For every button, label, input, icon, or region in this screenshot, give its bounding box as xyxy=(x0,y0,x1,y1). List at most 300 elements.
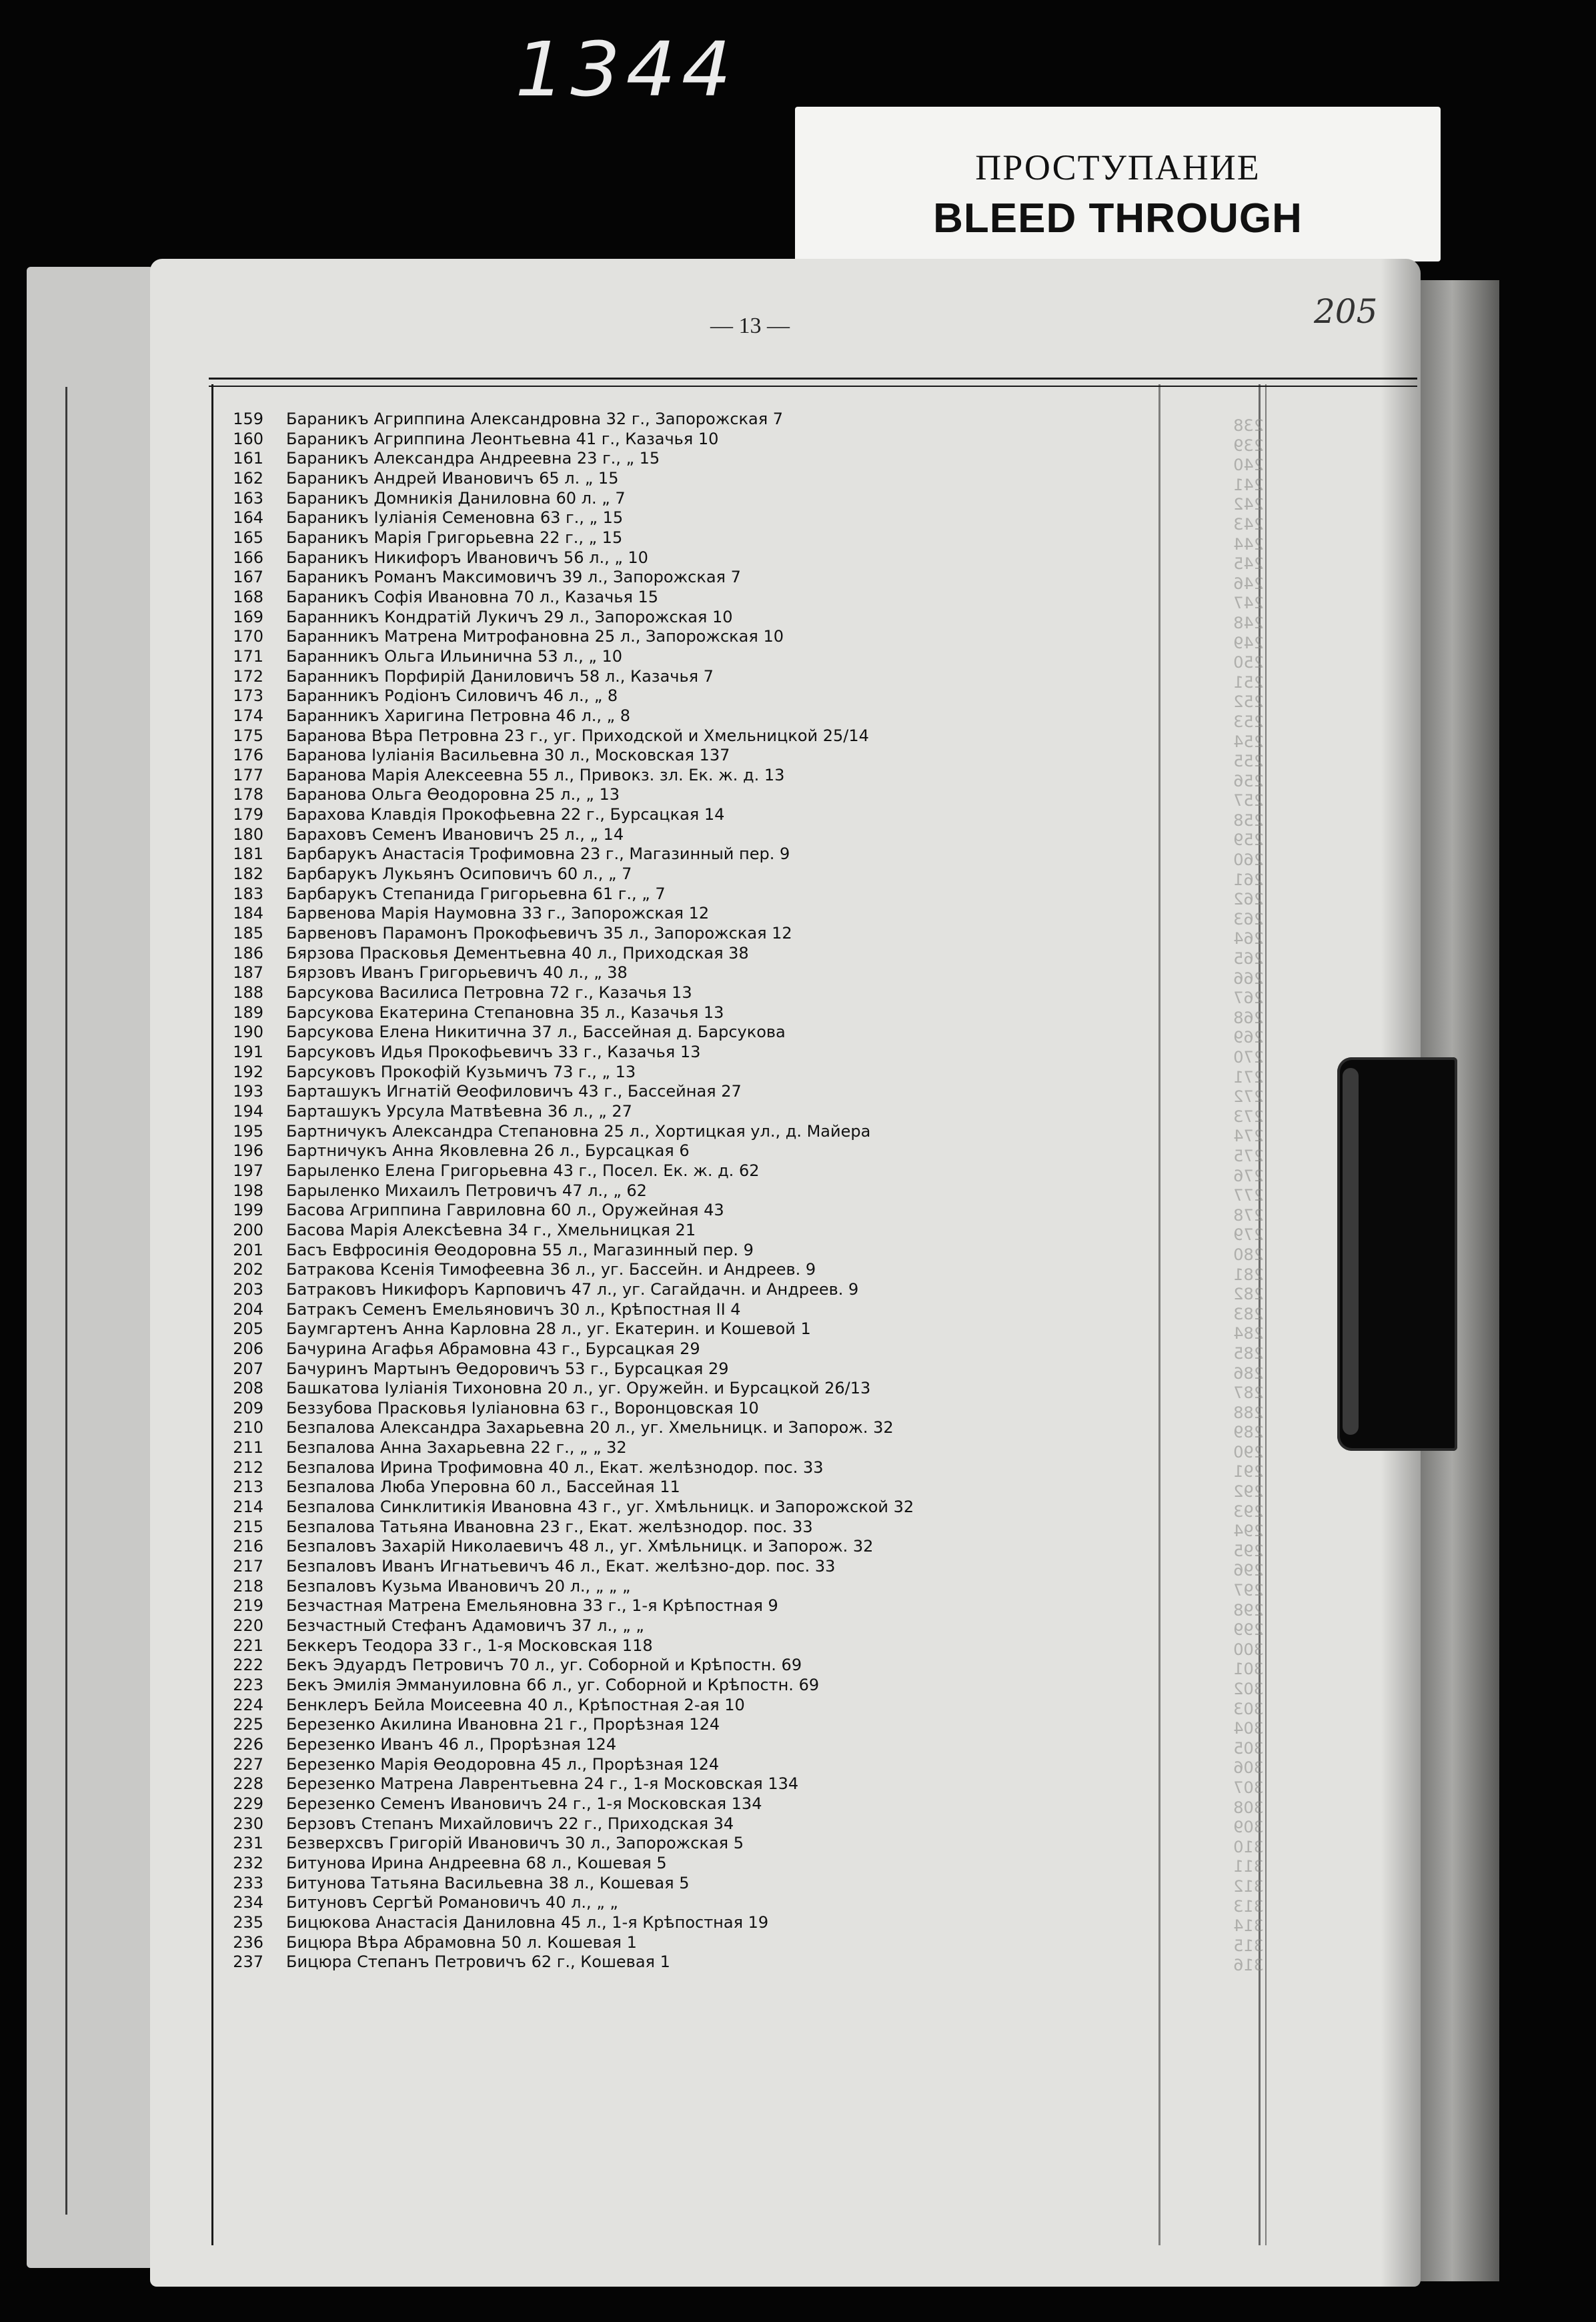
label-russian-text: ПРОСТУПАНИЕ xyxy=(975,147,1261,187)
entry-number: 184 xyxy=(233,904,263,923)
entry-number: 171 xyxy=(233,646,263,666)
entry-text: Баранникъ Порфирій Даниловичъ 58 л., Казачья 7 xyxy=(286,666,714,686)
entry-number: 219 xyxy=(233,1596,263,1616)
entry-text: Безпалова Синклитикія Ивановна 43 г., уг. Хмѣльницк. и Запорожской 32 xyxy=(286,1498,914,1517)
entry-number: 223 xyxy=(233,1676,263,1694)
entry-number: 211 xyxy=(233,1438,263,1458)
entry-number: 229 xyxy=(233,1794,263,1813)
bleed-number: 278 xyxy=(1233,1205,1264,1225)
bleed-number: 294 xyxy=(1233,1522,1264,1541)
list-item xyxy=(217,1418,1150,1438)
list-item xyxy=(217,528,1150,548)
entry-text: Бараникъ Домникія Даниловна 60 л. „ 7 xyxy=(286,488,626,508)
entry-number: 236 xyxy=(233,1932,263,1952)
entry-text: Бараникъ Агриппина Леонтьевна 41 г., Казачья 10 xyxy=(286,429,719,448)
list-item xyxy=(217,548,1150,568)
bleed-number: 253 xyxy=(1233,712,1264,731)
entry-number: 190 xyxy=(233,1023,263,1042)
list-item xyxy=(217,1300,1150,1320)
entry-text: Бараникъ Софія Ивановна 70 л., Казачья 15 xyxy=(286,587,659,606)
entry-text: Безпалова Ирина Трофимовна 40 л., Екат. желѣзнодор. пос. 33 xyxy=(286,1458,824,1477)
entry-text: Барташукъ Урсула Матвѣевна 36 л., „ 27 xyxy=(286,1101,632,1121)
entry-number: 173 xyxy=(233,686,263,706)
entry-number: 186 xyxy=(233,943,263,963)
entry-text: Барвенова Марія Наумовна 33 г., Запорожская 12 xyxy=(286,904,710,923)
bleed-number: 316 xyxy=(1233,1956,1264,1975)
list-item xyxy=(217,1260,1150,1280)
entry-text: Бараникъ Никифоръ Ивановичъ 56 л., „ 10 xyxy=(286,548,648,567)
list-item xyxy=(217,1893,1150,1913)
list-item xyxy=(217,1082,1150,1102)
bleed-number: 293 xyxy=(1233,1502,1264,1521)
bleed-number: 295 xyxy=(1233,1541,1264,1560)
bleed-number: 249 xyxy=(1233,633,1264,652)
binder-clip xyxy=(1337,1057,1457,1451)
list-item xyxy=(217,1102,1150,1122)
entry-text: Березенко Акилина Ивановна 21 г., Прорѣзная 124 xyxy=(286,1715,720,1734)
entry-number: 177 xyxy=(233,765,263,784)
entry-text: Барбарукъ Лукьянъ Осиповичъ 60 л., „ 7 xyxy=(286,864,632,884)
bleed-number: 285 xyxy=(1233,1343,1264,1363)
bleed-number: 277 xyxy=(1233,1186,1264,1205)
entry-text: Барсуковъ Прокофій Кузьмичъ 73 г., „ 13 xyxy=(286,1062,636,1081)
bleed-number: 272 xyxy=(1233,1087,1264,1107)
entry-number: 165 xyxy=(233,528,263,547)
list-item xyxy=(217,944,1150,964)
bleed-number: 315 xyxy=(1233,1936,1264,1955)
bleed-number: 276 xyxy=(1233,1166,1264,1185)
list-item xyxy=(217,1438,1150,1458)
entry-number: 189 xyxy=(233,1003,263,1022)
bleed-number: 284 xyxy=(1233,1324,1264,1343)
list-item xyxy=(217,1676,1150,1696)
bleed-number: 283 xyxy=(1233,1304,1264,1323)
list-item xyxy=(217,766,1150,786)
list-item xyxy=(217,1280,1150,1300)
bleed-number: 263 xyxy=(1233,909,1264,929)
bleed-number: 262 xyxy=(1233,890,1264,909)
list-item xyxy=(217,1458,1150,1478)
entry-number: 164 xyxy=(233,508,263,528)
bleed-number: 312 xyxy=(1233,1876,1264,1896)
list-item xyxy=(217,568,1150,588)
entry-text: Барсукова Елена Никитична 37 л., Бассейная д. Барсукова xyxy=(286,1023,786,1042)
entry-text: Бицюра Вѣра Абрамовна 50 л. Кошевая 1 xyxy=(286,1932,637,1952)
bleed-number: 308 xyxy=(1233,1798,1264,1817)
entry-number: 196 xyxy=(233,1141,263,1161)
entry-text: Батракова Ксенія Тимофеевна 36 л., уг. Бассейн. и Андреев. 9 xyxy=(286,1260,816,1279)
header-rule xyxy=(209,378,1417,380)
list-item xyxy=(217,489,1150,509)
list-item xyxy=(217,1596,1150,1616)
list-item xyxy=(217,963,1150,983)
entry-text: Битунова Ирина Андреевна 68 л., Кошевая 5 xyxy=(286,1853,667,1872)
entry-number: 170 xyxy=(233,627,263,646)
bleed-number: 266 xyxy=(1233,969,1264,988)
list-item xyxy=(217,904,1150,924)
entry-text: Бараникъ Александра Андреевна 23 г., „ 15 xyxy=(286,449,660,468)
list-item xyxy=(217,983,1150,1003)
list-item xyxy=(217,1399,1150,1419)
entry-text: Безпаловъ Иванъ Игнатьевичъ 46 л., Екат. желѣзно-дор. пос. 33 xyxy=(286,1557,836,1576)
entry-text: Бицюкова Анастасія Даниловна 45 л., 1-я Крѣпостная 19 xyxy=(286,1912,769,1932)
entry-text: Бараховъ Семенъ Ивановичъ 25 л., „ 14 xyxy=(286,824,624,844)
list-item xyxy=(217,1003,1150,1023)
list-item xyxy=(217,1339,1150,1359)
entry-number: 221 xyxy=(233,1636,263,1655)
entry-text: Бараникъ Андрей Ивановичъ 65 л. „ 15 xyxy=(286,468,619,488)
bleed-number: 254 xyxy=(1233,732,1264,751)
bleed-number: 269 xyxy=(1233,1028,1264,1047)
bleed-number: 271 xyxy=(1233,1067,1264,1087)
entry-number: 161 xyxy=(233,449,263,468)
list-item xyxy=(217,1656,1150,1676)
entry-text: Березенко Марія Ѳеодоровна 45 л., Прорѣзная 124 xyxy=(286,1754,720,1774)
entry-text: Баранникъ Матрена Митрофановна 25 л., Запорожская 10 xyxy=(286,627,784,646)
entry-number: 207 xyxy=(233,1359,263,1378)
bleed-number: 288 xyxy=(1233,1403,1264,1422)
entry-number: 237 xyxy=(233,1952,263,1972)
entry-number: 167 xyxy=(233,568,263,587)
bleed-number: 314 xyxy=(1233,1916,1264,1936)
bleed-number: 299 xyxy=(1233,1620,1264,1640)
archive-folio-mark: 205 xyxy=(1314,292,1378,331)
entry-number: 222 xyxy=(233,1656,263,1675)
list-item xyxy=(217,706,1150,726)
bleed-number: 257 xyxy=(1233,791,1264,810)
bleed-number: 240 xyxy=(1233,456,1264,475)
right-column-rule-secondary xyxy=(1265,384,1267,2245)
bleed-number: 289 xyxy=(1233,1423,1264,1442)
entry-text: Безпалова Анна Захарьевна 22 г., „ „ 32 xyxy=(286,1438,627,1458)
bleed-number: 239 xyxy=(1233,436,1264,455)
bleed-number: 248 xyxy=(1233,613,1264,632)
entry-text: Бекъ Эдуардъ Петровичъ 70 л., уг. Соборной и Крѣпостн. 69 xyxy=(286,1656,802,1675)
entry-number: 218 xyxy=(233,1576,263,1596)
list-item xyxy=(217,1814,1150,1834)
header-rule-secondary xyxy=(209,386,1417,387)
entry-number: 233 xyxy=(233,1873,263,1892)
entry-text: Барсукова Екатерина Степановна 35 л., Казачья 13 xyxy=(286,1003,724,1022)
list-item xyxy=(217,844,1150,864)
entry-text: Баранникъ Кондратій Лукичъ 29 л., Запорожская 10 xyxy=(286,607,733,626)
list-item xyxy=(217,1241,1150,1261)
entry-number: 160 xyxy=(233,429,263,448)
entry-text: Батракъ Семенъ Емельяновичъ 30 л., Крѣпостная II 4 xyxy=(286,1299,741,1319)
entry-text: Бараникъ Марія Григорьевна 22 г., „ 15 xyxy=(286,528,623,547)
list-item xyxy=(217,1755,1150,1775)
bleed-number: 286 xyxy=(1233,1363,1264,1383)
bleed-number: 292 xyxy=(1233,1482,1264,1502)
entry-text: Барташукъ Игнатій Ѳеофиловичъ 43 г., Бассейная 27 xyxy=(286,1082,742,1101)
entry-text: Бараникъ Агриппина Александровна 32 г., Запорожская 7 xyxy=(286,410,784,428)
entry-text: Барбарукъ Анастасія Трофимовна 23 г., Магазинный пер. 9 xyxy=(286,844,790,864)
entry-text: Бярзовъ Иванъ Григорьевичъ 40 л., „ 38 xyxy=(286,963,628,983)
bleed-through-label-card xyxy=(795,107,1441,261)
entry-text: Баранова Вѣра Петровна 23 г., уг. Приходской и Хмельницкой 25/14 xyxy=(286,726,869,745)
bleed-number: 304 xyxy=(1233,1719,1264,1738)
entry-number: 216 xyxy=(233,1537,263,1556)
list-item xyxy=(217,1023,1150,1043)
list-item xyxy=(217,1715,1150,1735)
list-item xyxy=(217,647,1150,667)
list-item xyxy=(217,1774,1150,1794)
list-item xyxy=(217,1952,1150,1972)
entry-number: 206 xyxy=(233,1339,263,1358)
list-item xyxy=(217,410,1150,430)
entry-text: Бартничукъ Александра Степановна 25 л., Хортицкая ул., д. Майера xyxy=(286,1121,871,1141)
entry-text: Безпалова Александра Захарьевна 20 л., уг. Хмельницк. и Запорож. 32 xyxy=(286,1418,894,1437)
entry-number: 228 xyxy=(233,1774,263,1794)
entry-number: 159 xyxy=(233,410,263,428)
document-page xyxy=(150,259,1421,2287)
left-column-rule xyxy=(211,384,213,2245)
bleed-number: 313 xyxy=(1233,1896,1264,1916)
entry-number: 191 xyxy=(233,1043,263,1061)
underlying-page-rule xyxy=(65,387,67,2215)
bleed-column-rule xyxy=(1158,384,1160,2245)
entry-text: Березенко Семенъ Ивановичъ 24 г., 1-я Московская 134 xyxy=(286,1794,762,1813)
bleed-number: 258 xyxy=(1233,810,1264,830)
bleed-number: 297 xyxy=(1233,1581,1264,1600)
list-item xyxy=(217,785,1150,805)
entry-number: 181 xyxy=(233,844,263,864)
list-item xyxy=(217,1319,1150,1339)
entry-text: Бачуринъ Мартынъ Ѳедоровичъ 53 г., Бурсацкая 29 xyxy=(286,1359,729,1378)
bleed-number: 305 xyxy=(1233,1738,1264,1758)
list-item xyxy=(217,627,1150,647)
bleed-number: 273 xyxy=(1233,1107,1264,1126)
entry-number: 197 xyxy=(233,1161,263,1180)
entry-number: 214 xyxy=(233,1498,263,1517)
list-item xyxy=(217,1577,1150,1597)
bleed-number: 265 xyxy=(1233,949,1264,969)
label-english-text: BLEED THROUGH xyxy=(933,195,1303,241)
entry-text: Баранникъ Родіонъ Силовичъ 46 л., „ 8 xyxy=(286,686,618,706)
entry-number: 176 xyxy=(233,746,263,765)
entry-text: Безчастный Стефанъ Адамовичъ 37 л., „ „ xyxy=(286,1616,644,1636)
bleed-number: 311 xyxy=(1233,1857,1264,1876)
list-item xyxy=(217,825,1150,845)
entry-text: Бенклеръ Бейла Моисеевна 40 л., Крѣпостная 2-ая 10 xyxy=(286,1695,745,1714)
bleed-number: 307 xyxy=(1233,1778,1264,1797)
entry-text: Безверхсвъ Григорій Ивановичъ 30 л., Запорожская 5 xyxy=(286,1834,744,1853)
list-item xyxy=(217,1616,1150,1636)
list-item xyxy=(217,1498,1150,1518)
bleed-number: 274 xyxy=(1233,1127,1264,1146)
list-item xyxy=(217,1359,1150,1379)
list-item xyxy=(217,430,1150,450)
underlying-page-edge xyxy=(27,267,153,2268)
binder-clip-highlight xyxy=(1343,1068,1359,1435)
resident-list xyxy=(217,410,1150,1972)
bleed-number: 264 xyxy=(1233,929,1264,949)
entry-number: 213 xyxy=(233,1478,263,1497)
list-item xyxy=(217,608,1150,628)
entry-number: 231 xyxy=(233,1834,263,1853)
entry-number: 203 xyxy=(233,1279,263,1299)
bleed-number: 243 xyxy=(1233,514,1264,534)
entry-number: 168 xyxy=(233,587,263,606)
entry-number: 201 xyxy=(233,1240,263,1259)
entry-number: 225 xyxy=(233,1715,263,1734)
bleed-number: 238 xyxy=(1233,416,1264,435)
entry-text: Бараникъ Романъ Максимовичъ 39 л., Запорожская 7 xyxy=(286,568,741,587)
entry-number: 220 xyxy=(233,1616,263,1636)
entry-text: Барсукова Василиса Петровна 72 г., Казачья 13 xyxy=(286,983,692,1003)
bleed-number: 252 xyxy=(1233,692,1264,712)
handwritten-folio-number: 1344 xyxy=(515,27,737,113)
list-item xyxy=(217,1181,1150,1201)
entry-number: 166 xyxy=(233,548,263,567)
entry-number: 179 xyxy=(233,805,263,824)
list-item xyxy=(217,686,1150,706)
entry-text: Берзовъ Степанъ Михайловичъ 22 г., Приходская 34 xyxy=(286,1814,734,1833)
bleed-number: 302 xyxy=(1233,1680,1264,1698)
bleed-number: 306 xyxy=(1233,1758,1264,1778)
bleed-number: 244 xyxy=(1233,534,1264,554)
entry-text: Басъ Евфросинія Ѳеодоровна 55 л., Магазинный пер. 9 xyxy=(286,1240,754,1259)
entry-text: Барбарукъ Степанида Григорьевна 61 г., „ 7 xyxy=(286,884,666,903)
entry-number: 204 xyxy=(233,1299,263,1319)
entry-number: 172 xyxy=(233,666,263,686)
list-item xyxy=(217,449,1150,469)
entry-text: Барсуковъ Идья Прокофьевичъ 33 г., Казачья 13 xyxy=(286,1043,701,1061)
bleed-through-numbers xyxy=(1170,416,1264,1976)
entry-text: Безпалова Татьяна Ивановна 23 г., Екат. желѣзнодор. пос. 33 xyxy=(286,1517,813,1536)
entry-number: 205 xyxy=(233,1319,263,1339)
entry-text: Басова Агриппина Гавриловна 60 л., Оружейная 43 xyxy=(286,1201,724,1220)
bleed-number: 282 xyxy=(1233,1285,1264,1304)
entry-text: Баранова Марія Алексеевна 55 л., Привокз. зл. Ек. ж. д. 13 xyxy=(286,765,785,784)
bleed-number: 268 xyxy=(1233,1008,1264,1027)
bleed-number: 246 xyxy=(1233,574,1264,593)
bleed-number: 301 xyxy=(1233,1660,1264,1679)
entry-text: Бачурина Агафья Абрамовна 43 г., Бурсацкая 29 xyxy=(286,1339,700,1358)
bleed-number: 300 xyxy=(1233,1640,1264,1659)
list-item xyxy=(217,1518,1150,1538)
entry-text: Битуновъ Сергѣй Романовичъ 40 л., „ „ xyxy=(286,1893,618,1912)
list-item xyxy=(217,1221,1150,1241)
bleed-number: 303 xyxy=(1233,1699,1264,1718)
list-item xyxy=(217,1834,1150,1854)
list-item xyxy=(217,726,1150,746)
entry-text: Барыленко Елена Григорьевна 43 г., Посел. Ек. ж. д. 62 xyxy=(286,1161,760,1180)
bleed-number: 281 xyxy=(1233,1265,1264,1284)
entry-number: 182 xyxy=(233,864,263,884)
entry-number: 226 xyxy=(233,1734,263,1754)
bleed-number: 291 xyxy=(1233,1462,1264,1482)
bleed-number: 241 xyxy=(1233,475,1264,494)
entry-text: Баумгартенъ Анна Карловна 28 л., уг. Екатерин. и Кошевой 1 xyxy=(286,1319,811,1339)
bleed-number: 279 xyxy=(1233,1225,1264,1245)
bleed-number: 296 xyxy=(1233,1561,1264,1580)
list-item xyxy=(217,1141,1150,1161)
list-item xyxy=(217,588,1150,608)
entry-number: 162 xyxy=(233,468,263,488)
entry-number: 183 xyxy=(233,884,263,903)
list-item xyxy=(217,1854,1150,1874)
list-item xyxy=(217,1201,1150,1221)
entry-text: Березенко Иванъ 46 л., Прорѣзная 124 xyxy=(286,1734,617,1754)
list-item xyxy=(217,805,1150,825)
entry-number: 169 xyxy=(233,607,263,626)
entry-text: Барвеновъ Парамонъ Прокофьевичъ 35 л., Запорожская 12 xyxy=(286,924,792,943)
entry-text: Басова Марія Алексѣевна 34 г., Хмельницкая 21 xyxy=(286,1220,696,1239)
entry-text: Березенко Матрена Лаврентьевна 24 г., 1-я Московская 134 xyxy=(286,1774,799,1794)
entry-text: Безпалова Люба Уперовна 60 л., Бассейная 11 xyxy=(286,1478,680,1497)
bleed-number: 247 xyxy=(1233,594,1264,613)
entry-text: Безчастная Матрена Емельяновна 33 г., 1-я Крѣпостная 9 xyxy=(286,1596,778,1616)
entry-number: 199 xyxy=(233,1201,263,1220)
entry-number: 212 xyxy=(233,1458,263,1477)
list-item xyxy=(217,469,1150,489)
list-item xyxy=(217,508,1150,528)
entry-number: 198 xyxy=(233,1181,263,1200)
list-item xyxy=(217,924,1150,944)
entry-number: 209 xyxy=(233,1398,263,1417)
entry-number: 187 xyxy=(233,963,263,983)
entry-number: 227 xyxy=(233,1754,263,1774)
entry-number: 208 xyxy=(233,1379,263,1398)
entry-text: Бицюра Степанъ Петровичъ 62 г., Кошевая 1 xyxy=(286,1952,670,1972)
bleed-number: 280 xyxy=(1233,1245,1264,1264)
list-item xyxy=(217,1063,1150,1083)
entry-number: 185 xyxy=(233,924,263,943)
bleed-number: 260 xyxy=(1233,850,1264,870)
bleed-number: 270 xyxy=(1233,1048,1264,1067)
bleed-number: 275 xyxy=(1233,1146,1264,1165)
entry-number: 195 xyxy=(233,1121,263,1141)
bleed-number: 310 xyxy=(1233,1837,1264,1856)
entry-text: Бартничукъ Анна Яковлевна 26 л., Бурсацкая 6 xyxy=(286,1141,690,1161)
list-item xyxy=(217,1557,1150,1577)
entry-number: 234 xyxy=(233,1893,263,1912)
list-item xyxy=(217,1794,1150,1814)
list-item xyxy=(217,746,1150,766)
bleed-number: 261 xyxy=(1233,870,1264,889)
list-item xyxy=(217,864,1150,885)
entry-number: 175 xyxy=(233,726,263,745)
entry-text: Безпаловъ Захарій Николаевичъ 48 л., уг. Хмѣльницк. и Запорож. 32 xyxy=(286,1537,874,1556)
list-item xyxy=(217,1161,1150,1181)
entry-text: Бараникъ Іуліанія Семеновна 63 г., „ 15 xyxy=(286,508,624,528)
entry-number: 180 xyxy=(233,824,263,844)
bleed-number: 251 xyxy=(1233,672,1264,692)
list-item xyxy=(217,1478,1150,1498)
entry-number: 200 xyxy=(233,1220,263,1239)
entry-text: Баранова Іуліанія Васильевна 30 л., Московская 137 xyxy=(286,746,730,765)
page-number: — 13 — xyxy=(710,314,790,338)
bleed-number: 290 xyxy=(1233,1442,1264,1462)
entry-text: Беззубова Прасковья Іуліановна 63 г., Воронцовская 10 xyxy=(286,1398,759,1417)
entry-text: Безпаловъ Кузьма Ивановичъ 20 л., „ „ „ xyxy=(286,1576,631,1596)
list-item xyxy=(217,1735,1150,1755)
entry-text: Беккеръ Теодора 33 г., 1-я Московская 118 xyxy=(286,1636,653,1655)
bleed-number: 255 xyxy=(1233,752,1264,771)
entry-text: Баранникъ Харигина Петровна 46 л., „ 8 xyxy=(286,706,630,725)
entry-text: Башкатова Іуліанія Тихоновна 20 л., уг. Оружейн. и Бурсацкой 26/13 xyxy=(286,1379,871,1398)
list-item xyxy=(217,1537,1150,1557)
list-item xyxy=(217,1043,1150,1063)
entry-number: 210 xyxy=(233,1418,263,1437)
entry-number: 174 xyxy=(233,706,263,725)
entry-number: 192 xyxy=(233,1062,263,1081)
entry-text: Барыленко Михаилъ Петровичъ 47 л., „ 62 xyxy=(286,1181,647,1200)
entry-number: 215 xyxy=(233,1517,263,1536)
list-item xyxy=(217,667,1150,687)
list-item xyxy=(217,1933,1150,1953)
